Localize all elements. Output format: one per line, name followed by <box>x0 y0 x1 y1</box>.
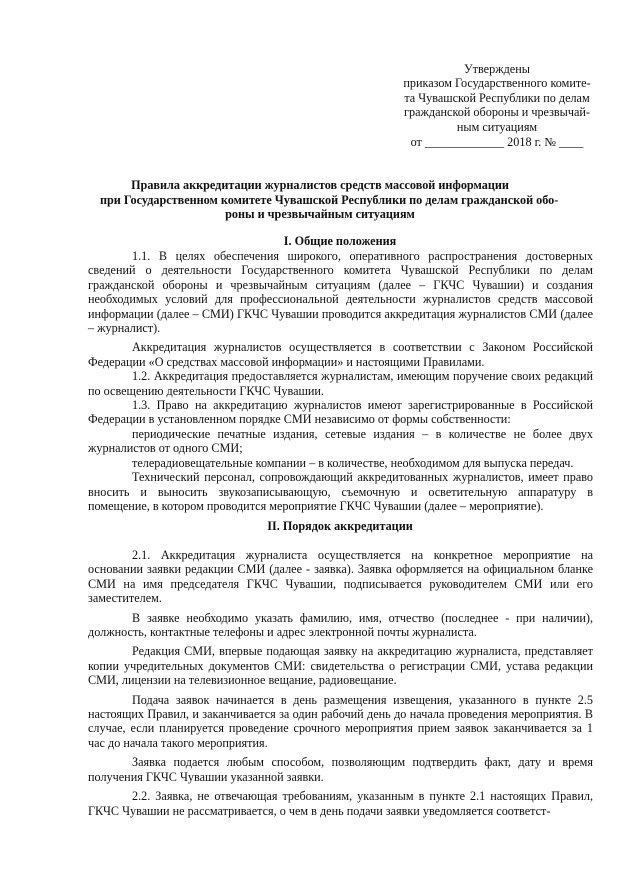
paragraph: В заявке необходимо указать фамилию, имя, отчество (последнее - при наличии), должность, контактные телефоны и адрес электронной почты журналиста. <box>88 610 593 640</box>
title-line: при Государственном комитете Чувашской Республики по делам гражданской обо- <box>100 192 559 207</box>
approval-line: приказом Государственного комите- <box>403 76 591 91</box>
approval-line: ным ситуациям <box>456 119 538 134</box>
paragraph: телерадиовещательные компании – в количестве, необходимом для выпуска передач. <box>132 455 574 470</box>
section-procedure-body <box>88 548 593 818</box>
paragraph: 2.1. Аккредитация журналиста осуществляется на конкретное мероприятие на основании заявки редакции СМИ (далее - заявка). Заявка оформляется на официальном бланке СМИ на имя председателя ГКЧС Чувашии, подписывается руководителем СМИ или его заместителем. <box>88 548 593 606</box>
paragraph: 1.3. Право на аккредитацию журналистов имеют зарегистрированные в Российской Федерации в установленном порядке СМИ независимо от формы собственности: <box>88 398 593 427</box>
title-line: роны и чрезвычайным ситуациям <box>225 207 415 222</box>
paragraph: 1.1. В целях обеспечения широкого, оперативного распространения достоверных сведений о деятельности Государственного комитета Чувашской Республики по делам гражданской обороны и чрезвычайным ситуациям (далее – ГКЧС Чувашии) и создания необходимых условий для профессиональной деятельности журналистов средств массовой информации (далее – СМИ) ГКЧС Чувашии проводится аккредитация журналистов СМИ (далее – журналист). <box>88 249 593 336</box>
document-title <box>100 178 559 222</box>
paragraph: периодические печатные издания, сетевые издания – в количестве не более двух журналистов от одного СМИ; <box>88 426 593 456</box>
title-line: Правила аккредитации журналистов средств массовой информации <box>131 178 509 192</box>
paragraph: Редакция СМИ, впервые подающая заявку на аккредитацию журналиста, представляет копии учредительных документов СМИ: свидетельства о регистрации СМИ, устава редакции СМИ, лицензии на телевизионное вещание, радиовещание. <box>88 644 593 688</box>
section-heading-general: I. Общие положения <box>283 234 397 248</box>
paragraph: Подача заявок начинается в день размещения извещения, указанного в пункте 2.5 настоящих Правил, и заканчивается за один рабочий день до начала проведения мероприятия. В случае, если планируется проведение срочного мероприятия прием заявок заканчивается за 1 час до начала такого мероприятия. <box>88 692 593 750</box>
paragraph: 2.2. Заявка, не отвечающая требованиям, указанным в пункте 2.1 настоящих Правил, ГКЧС Чувашии не рассматривается, о чем в день подачи заявки уведомляется соответст- <box>88 789 593 818</box>
approval-date-line: от _____________ 2018 г. № ____ <box>410 135 584 150</box>
paragraph: Заявка подается любым способом, позволяющим подтвердить факт, дату и время получения ГКЧС Чувашии указанной заявки. <box>88 755 593 784</box>
section-heading-procedure: II. Порядок аккредитации <box>267 519 413 533</box>
approval-stamp <box>394 62 600 149</box>
paragraph: Технический персонал, сопровождающий аккредитованных журналистов, имеет право вносить и выносить звукозаписывающую, съемочную и осветительную аппаратуру в помещение, в котором проводится мероприятие ГКЧС Чувашии (далее – мероприятие). <box>88 470 593 513</box>
paragraph: 1.2. Аккредитация предоставляется журналистам, имеющим поручение своих редакций по освещению деятельности ГКЧС Чувашии. <box>88 369 593 398</box>
section-general-body <box>88 249 593 513</box>
approval-line: та Чувашской Республики по делам <box>404 90 590 105</box>
paragraph: Аккредитация журналистов осуществляется в соответствии с Законом Российской Федерации «О средствах массовой информации» и настоящими Правилами. <box>88 340 593 369</box>
approval-line: гражданской обороны и чрезвычай- <box>404 105 590 120</box>
approval-line: Утверждены <box>464 62 530 76</box>
